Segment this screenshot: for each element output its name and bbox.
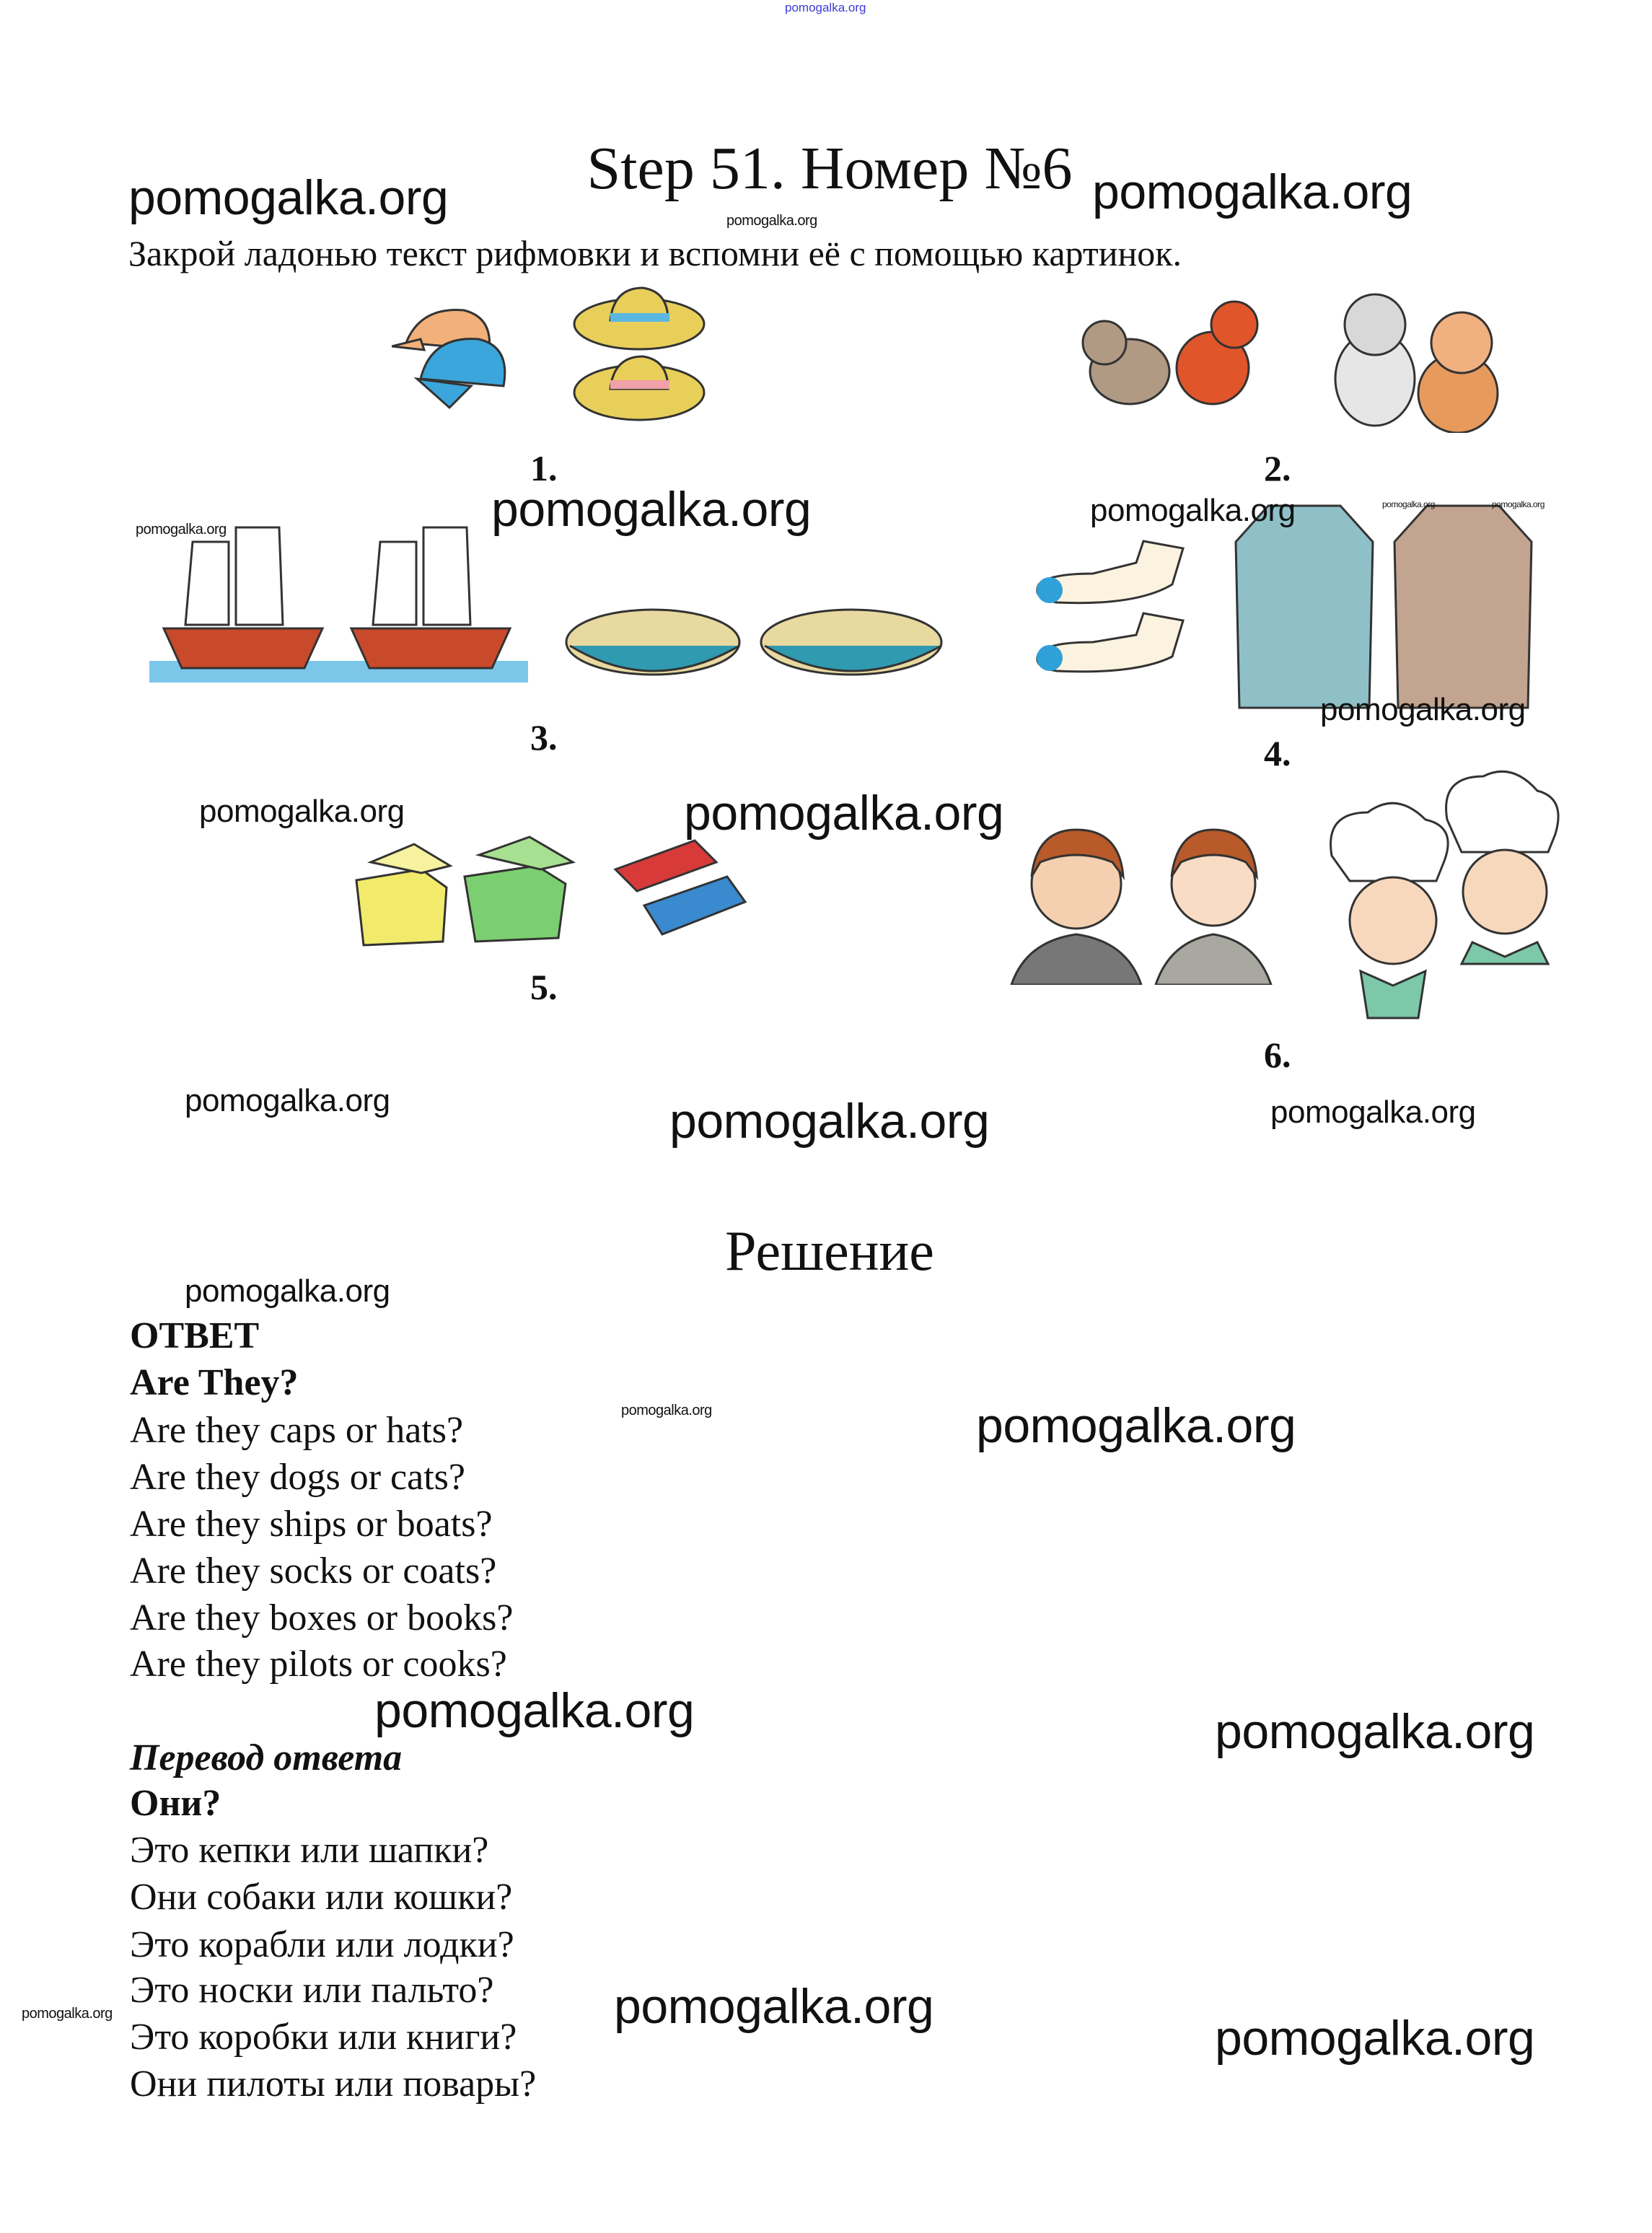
ships-picture <box>149 513 528 693</box>
dogs-picture <box>1061 285 1285 426</box>
translation-line: Они пилоты или повары? <box>130 2063 537 2105</box>
poem-line: Are they caps or hats? <box>130 1410 464 1451</box>
watermark: pomogalka.org <box>621 1403 712 1418</box>
translation-line: Это носки или пальто? <box>130 1970 494 2011</box>
translation-label: Перевод ответа <box>130 1737 403 1778</box>
watermark: pomogalka.org <box>1270 1094 1476 1130</box>
poem-line: Are they pilots or cooks? <box>130 1644 507 1685</box>
translation-line: Они собаки или кошки? <box>130 1877 513 1918</box>
watermark: pomogalka.org <box>1092 164 1412 219</box>
picture-number-1: 1. <box>530 448 558 488</box>
watermark: pomogalka.org <box>1320 692 1526 727</box>
watermark: pomogalka.org <box>185 1083 390 1118</box>
watermark: pomogalka.org <box>976 1398 1296 1453</box>
watermark: pomogalka.org <box>1215 2011 1535 2066</box>
cooks-picture <box>1317 769 1570 1022</box>
top-watermark: pomogalka.org <box>785 1 866 14</box>
watermark: pomogalka.org <box>136 522 227 538</box>
poem-title: Are They? <box>130 1362 299 1403</box>
cats-picture <box>1317 278 1516 433</box>
picture-number-5: 5. <box>530 967 558 1007</box>
instruction-text: Закрой ладонью текст рифмовки и вспомни её с помощью картинок. <box>128 233 1182 273</box>
socks-picture <box>1028 534 1198 678</box>
watermark: pomogalka.org <box>374 1683 695 1738</box>
pilots-picture <box>1004 804 1286 985</box>
coats-picture <box>1232 499 1542 715</box>
translation-line: Это коробки или книги? <box>130 2017 517 2058</box>
answer-label: ОТВЕТ <box>130 1315 260 1356</box>
poem-line: Are they dogs or cats? <box>130 1457 465 1498</box>
translation-line: Это корабли или лодки? <box>130 1924 514 1965</box>
watermark: pomogalka.org <box>1215 1704 1535 1759</box>
picture-number-2: 2. <box>1264 448 1291 488</box>
poem-line: Are they boxes or books? <box>130 1597 514 1638</box>
watermark: pomogalka.org <box>726 213 817 229</box>
watermark: pomogalka.org <box>185 1273 390 1309</box>
picture-number-6: 6. <box>1264 1035 1291 1075</box>
boxes-picture <box>349 833 576 949</box>
watermark: pomogalka.org <box>614 1979 934 2034</box>
watermark: pomogalka.org <box>22 2006 113 2022</box>
books-picture <box>608 833 749 949</box>
solution-heading: Решение <box>725 1219 934 1282</box>
caps-picture <box>392 299 536 415</box>
watermark: pomogalka.org <box>1382 499 1435 509</box>
boats-picture <box>563 595 949 700</box>
watermark: pomogalka.org <box>128 170 449 225</box>
watermark: pomogalka.org <box>1492 499 1545 509</box>
page-title: Step 51. Номер №6 <box>586 135 1073 202</box>
watermark: pomogalka.org <box>684 786 1004 841</box>
picture-number-3: 3. <box>530 717 558 758</box>
poem-line: Are they socks or coats? <box>130 1550 497 1592</box>
translation-title: Они? <box>130 1783 221 1824</box>
watermark: pomogalka.org <box>491 482 812 537</box>
picture-number-4: 4. <box>1264 733 1291 773</box>
watermark: pomogalka.org <box>669 1094 990 1149</box>
watermark: pomogalka.org <box>199 794 405 829</box>
poem-line: Are they ships or boats? <box>130 1504 493 1545</box>
hats-picture <box>567 281 711 429</box>
translation-line: Это кепки или шапки? <box>130 1830 489 1871</box>
watermark: pomogalka.org <box>1090 493 1296 528</box>
